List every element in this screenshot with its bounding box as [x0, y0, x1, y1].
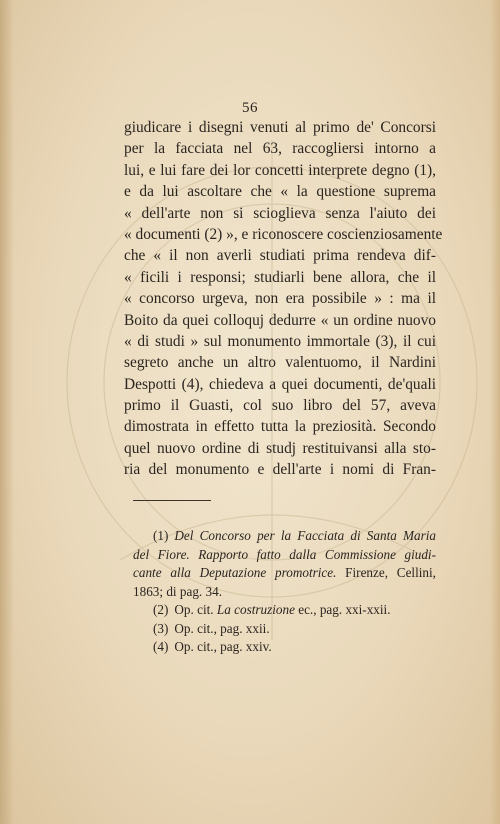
text-line: per la facciata nel 63, raccogliersi intorno a — [124, 140, 436, 158]
footnote-1 — [133, 527, 436, 546]
text-line: e da lui ascoltare che « la questione suprema — [124, 183, 436, 201]
footnote-4 — [133, 638, 436, 657]
footnote-2 — [133, 601, 436, 620]
footnote-1-continuation: del Fiore. Rapporto fatto dalla Commissione giudi- — [133, 546, 436, 562]
text-line: dimostrata in effetto tutta la preziosità. Secondo — [124, 418, 436, 436]
footnote-2-prefix: Op. cit. — [174, 602, 217, 617]
page-number: 56 — [242, 100, 258, 116]
page-edge-shadow-left — [0, 0, 14, 824]
footnote-1-text: Del Concorso per la Facciata di Santa Maria — [174, 528, 436, 543]
footnote-number: (3) — [153, 620, 169, 636]
text-line: « dell'arte non si scioglieva senza l'aiuto dei — [124, 204, 436, 222]
main-text-block — [124, 117, 443, 481]
text-line: « documenti (2) », e riconoscere coscienziosamente — [124, 225, 443, 243]
footnote-1-continuation — [133, 564, 436, 583]
footnote-2-suffix: ec., pag. xxi-xxii. — [294, 602, 391, 617]
text-line: lui, e lui fare dei lor concetti interprete degno (1), — [124, 161, 436, 179]
footnote-3 — [133, 620, 436, 639]
text-line: primo il Guasti, col suo libro del 57, aveva — [124, 397, 436, 415]
text-line: che « il non averli studiati prima rendeva dif- — [124, 247, 436, 265]
footnote-1-italic-part: cante alla Deputazione promotrice. — [133, 565, 337, 580]
text-line: « ficili i responsi; studiarli bene allora, che il — [124, 268, 436, 286]
footnote-number: (4) — [153, 639, 169, 654]
text-line: « concorso urgeva, non era possibile » : ma il — [124, 290, 436, 308]
page-edge-shadow-right — [490, 0, 500, 824]
footnote-4-text: Op. cit., pag. xxiv. — [174, 639, 272, 654]
footnote-2-title: La costruzione — [216, 602, 295, 617]
text-line: « di studi » sul monumento immortale (3), il cui — [124, 332, 436, 350]
text-line: Boito da quei colloquj dedurre « un ordine nuovo — [124, 311, 436, 329]
text-line: Despotti (4), chiedeva a quei documenti, de'quali — [124, 375, 436, 393]
footnote-3-text: Op. cit., pag. xxii. — [174, 620, 270, 636]
footnote-number: (2) — [153, 602, 169, 617]
footnote-1-publisher: Firenze, Cellini, — [336, 565, 436, 580]
text-line: segreto anche un altro valentuomo, il Nardini — [124, 354, 436, 372]
footnote-1-continuation: 1863; di pag. 34. — [133, 583, 223, 599]
footnote-separator — [133, 500, 211, 501]
text-line: quel nuovo ordine di studj restituivansi alla sto- — [124, 439, 436, 457]
text-line-last: ria del monumento e dell'arte i nomi di Fran- — [124, 461, 436, 479]
footnote-number: (1) — [153, 528, 169, 543]
footnotes-block — [133, 527, 436, 657]
text-line: giudicare i disegni venuti al primo de' Concorsi — [124, 119, 436, 136]
